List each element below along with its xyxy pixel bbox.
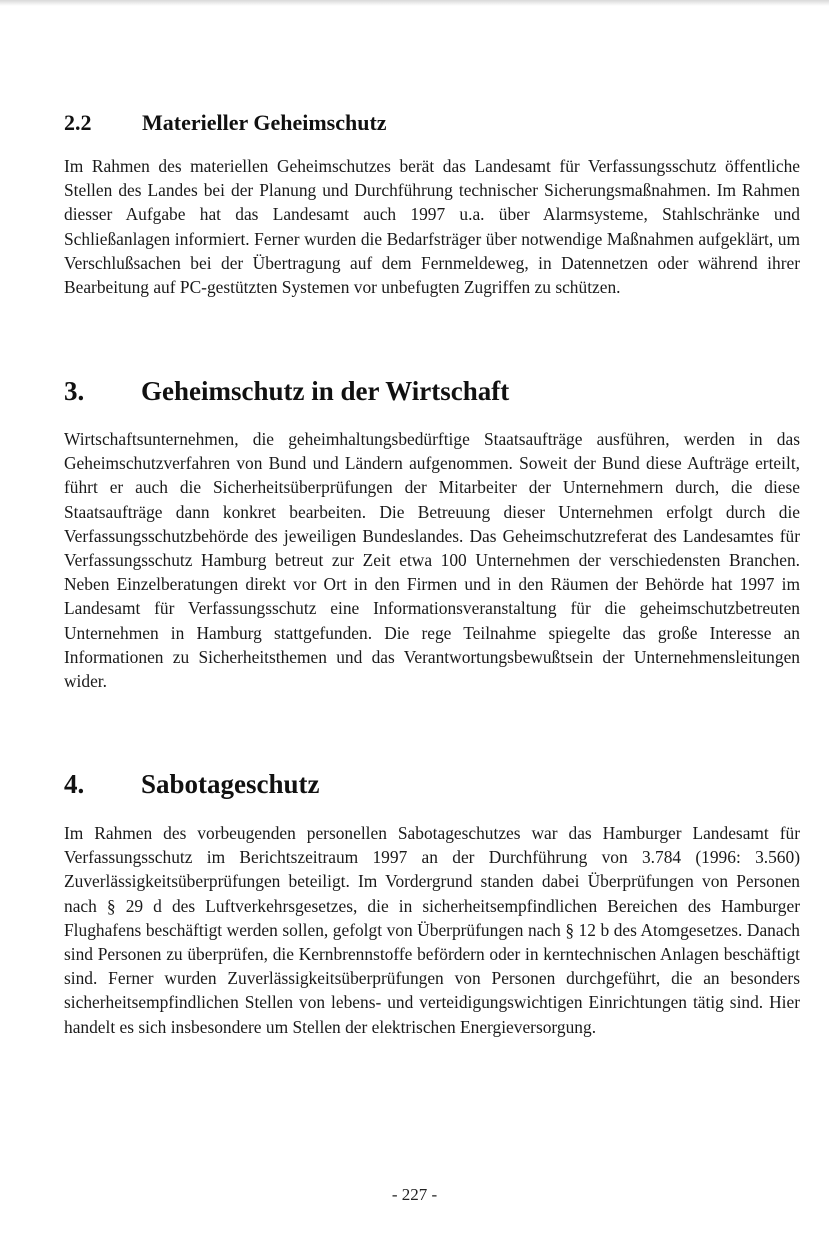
section-title: Geheimschutz in der Wirtschaft <box>141 376 510 406</box>
section-sabotageschutz <box>64 768 800 1039</box>
section-number: 2.2 <box>64 110 92 135</box>
section-title: Materieller Geheimschutz <box>142 110 387 135</box>
section-geheimschutz-wirtschaft <box>64 375 800 693</box>
section-paragraph: Im Rahmen des materiellen Geheimschutzes berät das Landesamt für Verfassungsschutz öffentliche Stellen des Landes bei der Planung und Durchführung technischer Sicherungsmaßnahmen. Im Rahmen diesser Aufgabe hat das Landesamt auch 1997 u.a. über Alarmsysteme, Stahlschränke und Schließanlagen informiert. Ferner wurden die Bedarfsträger über notwendige Maßnahmen aufgeklärt, um Verschlußsachen bei der Übertragung auf dem Fernmeldeweg, in Datennetzen oder während ihrer Bearbeitung auf PC-gestützten Systemen vor unbefugten Zugriffen zu schützen. <box>64 156 800 298</box>
section-number: 3. <box>64 376 85 406</box>
page-number: - 227 - <box>391 1185 438 1204</box>
section-paragraph: Wirtschaftsunternehmen, die geheimhaltungsbedürftige Staatsaufträge ausführen, werden in das Geheimschutzverfahren von Bund und Ländern aufgenommen. Soweit der Bund diese Aufträge erteilt, führt er auch die Sicherheitsüberprüfungen der Mitarbeiter der Unternehmern durch, die diese Staatsaufträge dann konkret bearbeiten. Die Betreuung dieser Unternehmen erfolgt durch die Verfassungsschutzbehörde des jeweiligen Bundeslandes. Das Geheimschutzreferat des Landesamtes für Verfassungsschutz Hamburg betreut zur Zeit etwa 100 Unternehmen der verschiedensten Branchen. Neben Einzelberatungen direkt vor Ort in den Firmen und in den Räumen der Behörde hat 1997 im Landesamt für Verfassungsschutz eine Informationsveranstaltung für die geheimschutzbetreuten Unternehmen in Hamburg stattgefunden. Die rege Teilnahme spiegelte das große Interesse an Informationen zu Sicherheitsthemen und das Verantwortungsbewußtsein der Unternehmensleitungen wider. <box>64 429 800 692</box>
section-number: 4. <box>64 769 85 799</box>
section-materieller-geheimschutz <box>64 109 800 299</box>
section-heading <box>64 375 800 407</box>
section-paragraph: Im Rahmen des vorbeugenden personellen Sabotageschutzes war das Hamburger Landesamt für Verfassungsschutz im Berichtszeitraum 1997 an der Durchführung von 3.784 (1996: 3.560) Zuverlässigkeitsüberprüfungen beteiligt. Im Vordergrund standen dabei Überprüfungen von Personen nach § 29 d des Luftverkehrsgesetzes, die in sicherheitsempfindlichen Bereichen des Hamburger Flughafens beschäftigt werden sollen, gefolgt von Überprüfungen nach § 12 b des Atomgesetzes. Danach sind Personen zu überprüfen, die Kernbrennstoffe befördern oder in kerntechnischen Anlagen beschäftigt sind. Ferner wurden Zuverlässigkeitsüberprüfungen von Personen durchgeführt, die an besonders sicherheitsempfindlichen Stellen von lebens- und verteidigungswichtigen Einrichtungen tätig sind. Hier handelt es sich insbesondere um Stellen der elektrischen Energieversorgung. <box>64 823 800 1037</box>
section-heading <box>64 109 800 137</box>
section-title: Sabotageschutz <box>141 769 320 799</box>
section-heading <box>64 768 800 800</box>
